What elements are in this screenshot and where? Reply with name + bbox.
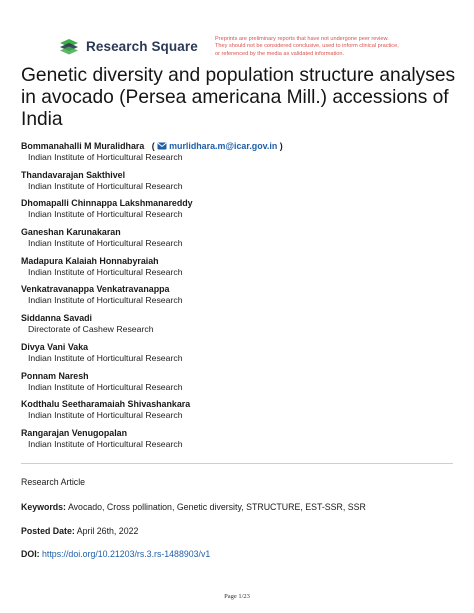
author-list [21,141,461,457]
disclaimer-line: Preprints are preliminary reports that have not undergone peer review. [215,36,389,42]
keywords-line [21,502,366,513]
page-header [0,0,474,64]
title-line: Genetic diversity and population structure analyses [21,65,456,86]
author-name: Ganeshan Karunakaran [21,227,121,238]
author-affiliation: Indian Institute of Horticultural Research [28,238,183,249]
author-affiliation: Indian Institute of Horticultural Research [28,180,183,191]
open-paren: ( [151,141,155,151]
close-paren: ) [279,141,283,151]
keywords-label: Keywords: [21,502,66,512]
disclaimer-line: or referenced by the media as validated information. [215,50,345,57]
section-divider [21,463,453,464]
author-entry [21,256,461,285]
author-affiliation: Indian Institute of Horticultural Research [28,438,183,449]
paper-title [21,65,461,131]
article-type: Research Article [21,477,86,487]
author-affiliation: Indian Institute of Horticultural Research [28,209,183,220]
author-name: Bommanahalli M Muralidhara [21,141,145,151]
author-email-link[interactable]: murlidhara.m@icar.gov.in [169,141,278,151]
posted-date-value: April 26th, 2022 [76,526,139,536]
author-name: Thandavarajan Sakthivel [21,169,126,180]
author-entry [21,399,461,428]
doi-link[interactable]: https://doi.org/10.21203/rs.3.rs-1488903/v1 [42,549,211,559]
author-entry [21,371,461,400]
keywords-value: Avocado, Cross pollination, Genetic diversity, STRUCTURE, EST-SSR, SSR [67,502,366,512]
author-affiliation: Indian Institute of Horticultural Research [28,152,183,162]
author-affiliation: Directorate of Cashew Research [28,324,154,335]
research-square-logo-icon [58,38,80,55]
author-name: Dhomapalli Chinnappa Lakshmanareddy [21,198,193,209]
title-line: India [21,109,63,130]
author-name: Divya Vani Vaka [21,341,89,352]
author-name: Rangarajan Venugopalan [21,427,128,438]
envelope-icon [157,142,167,150]
logo-text: Research Square [86,39,198,54]
author-name: Madapura Kalaiah Honnabyraiah [21,255,159,266]
author-name: Siddanna Savadi [21,313,93,324]
author-name: Kodthalu Seetharamaiah Shivashankara [21,399,191,410]
preprint-disclaimer [215,36,455,58]
author-entry [21,198,461,227]
posted-date-line [21,526,138,537]
title-line: in avocado (Persea americana Mill.) accessions of [21,87,449,108]
doi-label: DOI: [21,549,40,559]
author-name: Venkatravanappa Venkatravanappa [21,284,170,295]
disclaimer-line: They should not be considered conclusive, used to inform clinical practice, [215,43,399,50]
author-entry [21,170,461,199]
doi-line [21,549,210,560]
author-affiliation: Indian Institute of Horticultural Research [28,410,183,421]
author-affiliation: Indian Institute of Horticultural Research [28,266,183,277]
posted-date-label: Posted Date: [21,526,75,536]
research-square-logo[interactable] [58,38,198,55]
author-name: Ponnam Naresh [21,370,89,381]
author-entry [21,227,461,256]
author-entry [21,342,461,371]
author-entry [21,284,461,313]
author-entry [21,313,461,342]
author-entry [21,141,461,170]
page-number: Page 1/23 [224,593,250,600]
author-affiliation: Indian Institute of Horticultural Research [28,352,183,363]
author-affiliation: Indian Institute of Horticultural Research [28,295,183,306]
author-affiliation: Indian Institute of Horticultural Research [28,381,183,392]
author-entry [21,428,461,457]
